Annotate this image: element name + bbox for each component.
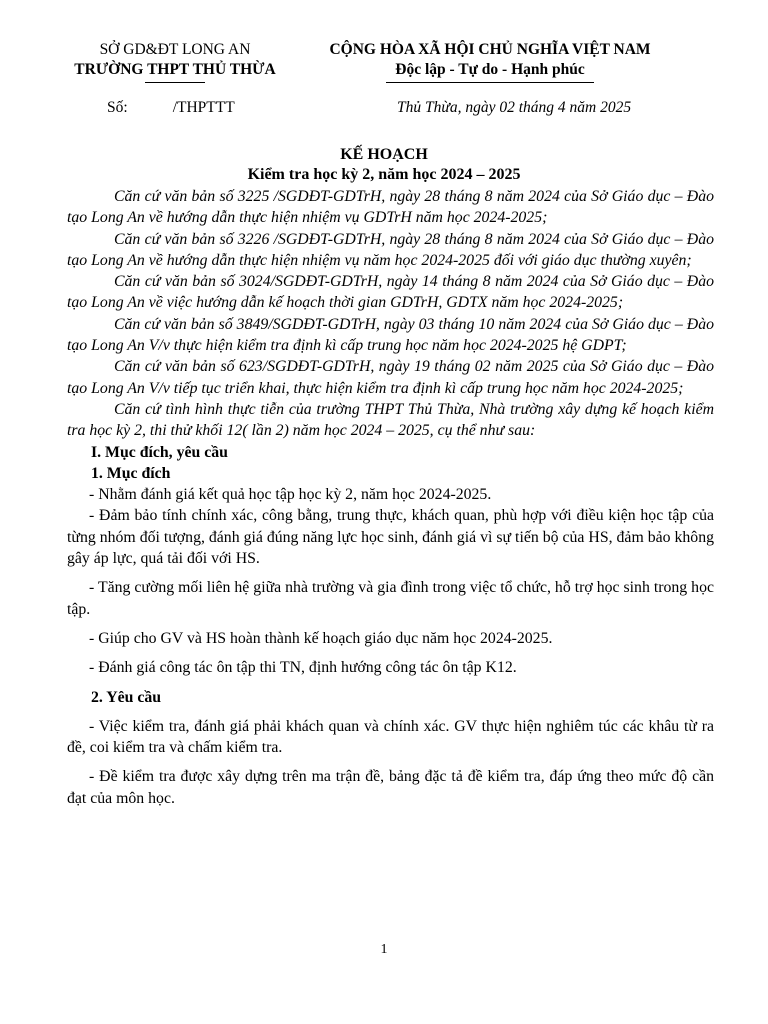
divider xyxy=(386,82,594,83)
list-item: - Tăng cường mối liên hệ giữa nhà trường và gia đình trong việc tổ chức, hỗ trợ học sinh trong học tập. xyxy=(67,579,714,618)
list-item: - Đảm bảo tính chính xác, công bằng, trung thực, khách quan, phù hợp với điều kiện học tập của từng nhóm đối tượng, đánh giá đúng năng lực học sinh, đánh giá vì sự tiến bộ của HS, đảm bảo không gây áp lực, quá tải đối với HS. xyxy=(67,507,714,568)
document-number xyxy=(107,99,235,117)
list-item: - Việc kiểm tra, đánh giá phải khách quan và chính xác. GV thực hiện nghiêm túc các khâu từ ra đề, coi kiểm tra và chấm kiểm tra. xyxy=(67,717,714,757)
school-name: TRƯỜNG THPT THỦ THỪA xyxy=(74,61,276,78)
national-header xyxy=(300,40,680,83)
list-item: - Đánh giá công tác ôn tập thi TN, định hướng công tác ôn tập K12. xyxy=(89,659,517,677)
preamble-item: Căn cứ tình hình thực tiễn của trường THPT Thủ Thừa, Nhà trường xây dựng kế hoạch kiểm tra học kỳ 2, thi thử khối 12( lần 2) năm học 2024 – 2025, cụ thể như sau: xyxy=(67,400,714,440)
subsection-heading: 2. Yêu cầu xyxy=(91,688,162,706)
motto: Độc lập - Tự do - Hạnh phúc xyxy=(395,61,585,78)
document-subtitle: Kiểm tra học kỳ 2, năm học 2024 – 2025 xyxy=(247,166,521,183)
document-body xyxy=(67,186,714,809)
list-item: - Nhằm đánh giá kết quả học tập học kỳ 2, năm học 2024-2025. xyxy=(89,486,492,504)
preamble-item: Căn cứ văn bản số 623/SGDĐT-GDTrH, ngày 19 tháng 02 năm 2025 của Sở Giáo dục – Đào tạo Long An V/v tiếp tục triển khai, thực hiện kiểm tra định kì cấp trung học năm học 2024-2025; xyxy=(67,358,714,397)
preamble-item: Căn cứ văn bản số 3226 /SGDĐT-GDTrH, ngày 28 tháng 8 năm 2024 của Sở Giáo dục – Đào tạo Long An về hướng dẫn thực hiện nhiệm vụ năm học 2024-2025 đối với giáo dục thường xuyên; xyxy=(67,230,714,269)
page-number: 1 xyxy=(380,942,388,957)
preamble-item: Căn cứ văn bản số 3024/SGDĐT-GDTrH, ngày 14 tháng 8 năm 2024 của Sở Giáo dục – Đào tạo Long An về việc hướng dẫn kế hoạch thời gian GDTrH, GDTX năm học 2024-2025; xyxy=(67,273,714,312)
document-title: KẾ HOẠCH xyxy=(340,146,428,163)
country-name: CỘNG HÒA XÃ HỘI CHỦ NGHĨA VIỆT NAM xyxy=(329,41,651,58)
list-item: - Giúp cho GV và HS hoàn thành kế hoạch giáo dục năm học 2024-2025. xyxy=(89,629,553,647)
subsection-heading: 1. Mục đích xyxy=(91,464,171,482)
preamble-item: Căn cứ văn bản số 3849/SGDĐT-GDTrH, ngày 03 tháng 10 năm 2024 của Sở Giáo dục – Đào tạo Long An V/v thực hiện kiểm tra định kì cấp trung học năm học 2024-2025 hệ GDPT; xyxy=(67,315,714,355)
section-heading: I. Mục đích, yêu cầu xyxy=(91,443,228,461)
number-label: Số: xyxy=(107,99,128,116)
number-code: /THPTTT xyxy=(172,99,235,116)
issuer-block xyxy=(60,40,290,83)
divider xyxy=(145,82,205,83)
issue-date: Thủ Thừa, ngày 02 tháng 4 năm 2025 xyxy=(397,99,632,116)
list-item: - Đề kiểm tra được xây dựng trên ma trận đề, bảng đặc tả đề kiểm tra, đáp ứng theo mức độ cần đạt của môn học. xyxy=(67,768,714,807)
preamble-item: Căn cứ văn bản số 3225 /SGDĐT-GDTrH, ngày 28 tháng 8 năm 2024 của Sở Giáo dục – Đào tạo Long An về hướng dẫn thực hiện nhiệm vụ GDTrH năm học 2024-2025; xyxy=(67,188,714,227)
department-name: SỞ GD&ĐT LONG AN xyxy=(99,41,251,58)
